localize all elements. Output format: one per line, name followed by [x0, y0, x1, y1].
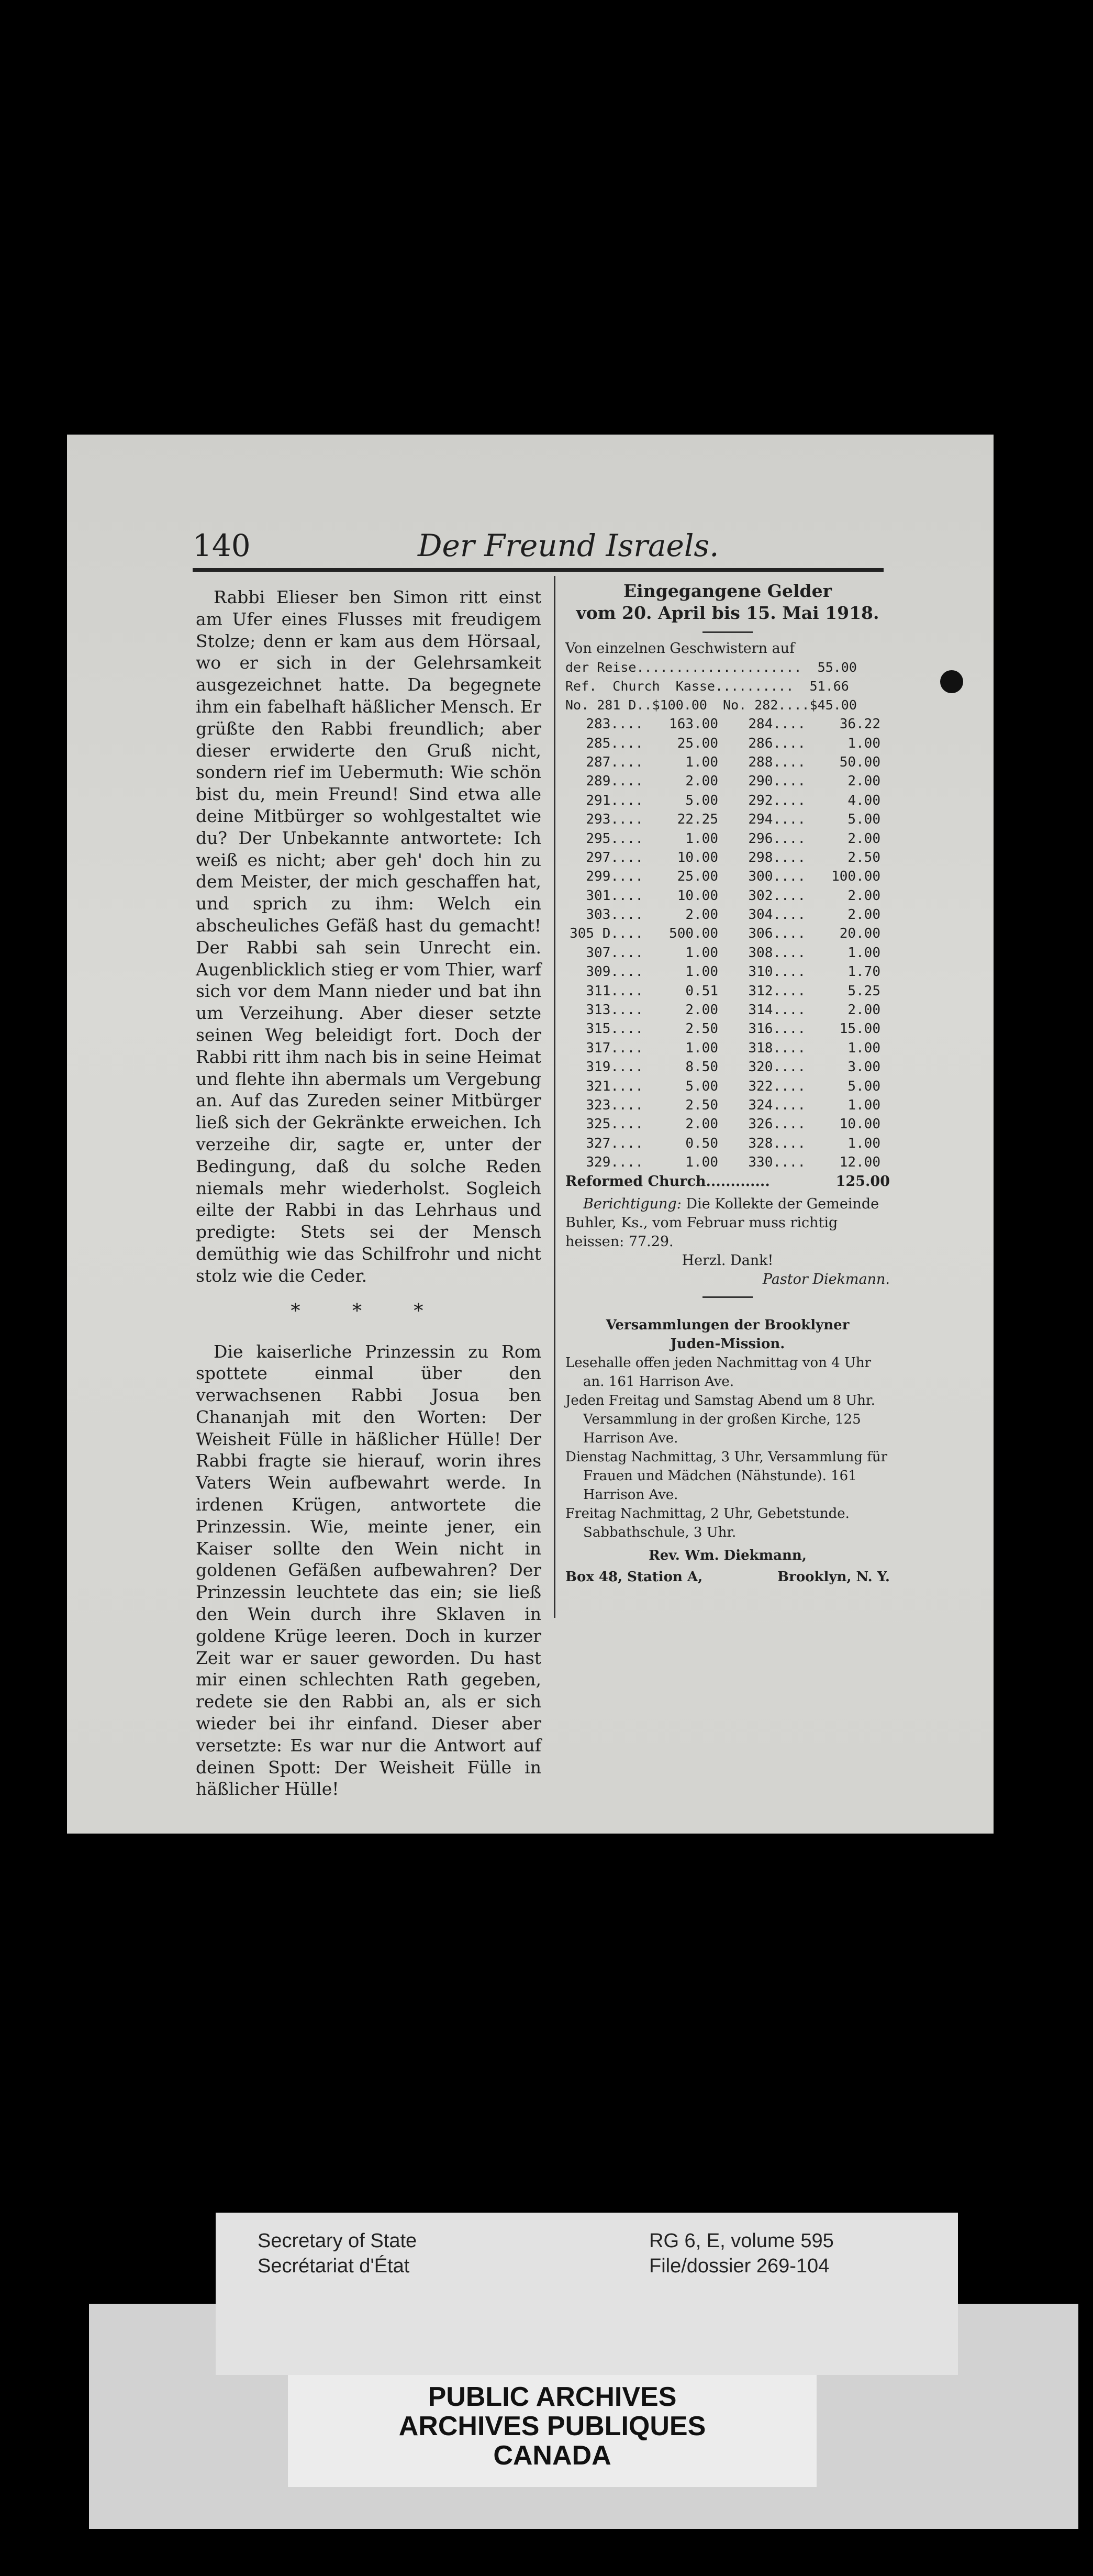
payment-number-left: 325	[586, 1116, 611, 1132]
payment-leader-right: ....	[773, 869, 806, 885]
payments-body	[565, 715, 890, 1172]
payment-leader-left: ....	[610, 773, 643, 790]
payment-row	[565, 829, 890, 848]
payment-number-right: 294	[748, 812, 773, 828]
reformed-church-amount: 125.00	[835, 1173, 890, 1190]
donations-title-line2: vom 20. April bis 15. Mai 1918.	[576, 603, 879, 623]
payment-leader-left: ....	[610, 1135, 643, 1151]
payment-number-right: 306	[748, 926, 773, 942]
payment-number-right: 320	[748, 1059, 773, 1075]
payment-row	[565, 1019, 890, 1038]
payment-amount-left: 1.00	[685, 1154, 718, 1171]
right-column	[565, 580, 890, 1587]
payment-leader-right: ....	[773, 1116, 806, 1132]
intro-line1: Von einzelnen Geschwistern auf	[565, 640, 795, 657]
department-fr: Secrétariat d'État	[258, 2255, 410, 2277]
payment-number-left: 321	[586, 1078, 611, 1094]
payment-leader-left: ....	[610, 735, 643, 751]
payment-leader-left: ....	[610, 754, 643, 770]
payment-amount-left: 2.50	[685, 1097, 718, 1113]
section-separator: * * *	[291, 1300, 447, 1322]
payment-number-right: 312	[748, 983, 773, 999]
payment-amount-right: 50.00	[839, 754, 880, 770]
payment-amount-right: 2.00	[847, 907, 880, 923]
payment-row	[565, 791, 890, 810]
payment-number-right: 286	[748, 735, 773, 751]
department-names	[258, 2228, 417, 2279]
payment-amount-left: 1.00	[685, 945, 718, 961]
reformed-church-row	[565, 1172, 890, 1192]
payment-number-right: 330	[748, 1154, 773, 1171]
payment-row	[565, 886, 890, 905]
payment-row	[565, 715, 890, 734]
payment-leader-right: ....	[773, 773, 806, 790]
payment-number-right: 314	[748, 1002, 773, 1018]
payment-leader-right: ....	[773, 1154, 806, 1171]
payment-leader-right: ....	[773, 792, 806, 808]
payment-amount-left: 2.00	[685, 1116, 718, 1132]
payment-number-right: 284	[748, 716, 773, 732]
payment-amount-left: 10.00	[677, 849, 718, 865]
payment-number-right: 310	[748, 964, 773, 980]
payment-amount-left: 5.00	[685, 1078, 718, 1094]
payment-row	[565, 981, 890, 1000]
story-imperial-princess: Die kaiserliche Prinzessin zu Rom spottete einmal über den verwachsenen Rabbi Josua ben Chananjah mit den Worten: Der Weisheit Fülle in häßlicher Hülle! Der Rabbi fragte sie hierauf, worin ihres Vaters Wein aufbewahrt werde. In irdenen Krügen, antwortete die Prinzessin. Wie, meinte jener, ein Kaiser sollte den Wein nicht in goldenen Gefäßen aufbewahren? Der Prinzessin leuchtete das ein; sie ließ den Wein durch ihre Sklaven in goldene Krüge leeren. Doch in kurzer Zeit war er sauer geworden. Du hast mir einen schlechten Rath gegeben, redete sie den Rabbi an, als er sich wieder bei ihr einfand. Dieser aber versetzte: Es war nur die Antwort auf deinen Spott: Der Weisheit Fülle in häßlicher Hülle!	[196, 1341, 541, 1800]
payment-leader-right: ....	[773, 735, 806, 751]
payment-amount-right: 1.00	[847, 1135, 880, 1151]
payment-amount-left: 8.50	[685, 1059, 718, 1075]
payment-amount-right: 1.00	[847, 945, 880, 961]
payment-leader-left: ....	[610, 964, 643, 980]
payment-number-left: 289	[586, 773, 611, 790]
payment-amount-left: 1.00	[685, 1040, 718, 1056]
payment-number-right: 298	[748, 849, 773, 865]
payment-number-right: 292	[748, 792, 773, 808]
payment-amount-right: 1.00	[847, 1040, 880, 1056]
payment-amount-left: 2.50	[685, 1021, 718, 1037]
payment-amount-right: 20.00	[839, 926, 880, 942]
section-rule	[702, 1296, 753, 1298]
payment-amount-left: 22.25	[677, 812, 718, 828]
payment-row	[565, 1153, 890, 1172]
payment-leader-left: ....	[610, 812, 643, 828]
no-281-line: No. 281 D..$100.00 No. 282....$45.00	[565, 697, 857, 713]
payment-amount-right: 2.00	[847, 773, 880, 790]
rev-name: Rev. Wm. Diekmann,	[649, 1548, 807, 1564]
payment-leader-right: ....	[773, 1002, 806, 1018]
payment-number-right: 300	[748, 869, 773, 885]
payment-number-left: 319	[586, 1059, 611, 1075]
payment-leader-left: ....	[610, 907, 643, 923]
payment-amount-left: 25.00	[677, 869, 718, 885]
archives-line2: ARCHIVES PUBLIQUES	[398, 2411, 706, 2441]
payment-amount-right: 2.00	[847, 887, 880, 904]
payment-amount-left: 0.51	[685, 983, 718, 999]
payment-amount-right: 4.00	[847, 792, 880, 808]
payment-amount-right: 10.00	[839, 1116, 880, 1132]
payment-amount-right: 2.00	[847, 830, 880, 847]
payment-leader-left: ....	[610, 1154, 643, 1171]
payment-number-left: 297	[586, 849, 611, 865]
payment-number-left: 327	[586, 1135, 611, 1151]
header-rule	[193, 568, 884, 572]
payment-row	[565, 1096, 890, 1115]
payment-amount-right: 5.25	[847, 983, 880, 999]
payment-number-right: 316	[748, 1021, 773, 1037]
payment-leader-left: ....	[610, 1097, 643, 1113]
payment-leader-left: ....	[610, 926, 643, 942]
meeting-item: Freitag Nachmittag, 2 Uhr, Gebetstunde. Sabbathschule, 3 Uhr.	[565, 1506, 850, 1541]
record-group-volume: RG 6, E, volume 595	[649, 2230, 834, 2252]
payment-leader-right: ....	[773, 907, 806, 923]
payment-leader-left: ....	[610, 1078, 643, 1094]
payment-leader-left: ....	[610, 1002, 643, 1018]
payment-number-left: 313	[586, 1002, 611, 1018]
payment-amount-right: 5.00	[847, 812, 880, 828]
payment-number-left: 299	[586, 869, 611, 885]
payment-row	[565, 848, 890, 867]
payment-number-right: 318	[748, 1040, 773, 1056]
correction-note	[565, 1195, 890, 1251]
payment-number-left: 311	[586, 983, 611, 999]
payment-number-right: 328	[748, 1135, 773, 1151]
meetings-title	[565, 1316, 890, 1353]
payment-amount-left: 2.00	[685, 773, 718, 790]
ref-church-line: Ref. Church Kasse.......... 51.66	[565, 679, 849, 694]
payment-leader-right: ....	[773, 964, 806, 980]
document-page	[67, 435, 994, 1834]
payment-amount-right: 1.00	[847, 1097, 880, 1113]
meetings-title-line2: Juden-Mission.	[670, 1336, 785, 1352]
meeting-item: Lesehalle offen jeden Nachmittag von 4 Uhr an. 161 Harrison Ave.	[565, 1355, 871, 1390]
payment-amount-left: 163.00	[669, 716, 718, 732]
po-box: Box 48, Station A,	[565, 1569, 703, 1585]
payment-leader-right: ....	[773, 983, 806, 999]
punch-hole	[940, 670, 963, 693]
payment-row	[565, 1001, 890, 1019]
meetings-section	[565, 1316, 890, 1587]
address-row	[565, 1567, 890, 1587]
file-reference	[649, 2228, 834, 2279]
payment-leader-right: ....	[773, 887, 806, 904]
donations-title-line1: Eingegangene Gelder	[623, 581, 832, 601]
archives-line3: CANADA	[493, 2440, 611, 2471]
payment-leader-right: ....	[773, 1078, 806, 1094]
archive-reference-label	[216, 2213, 958, 2375]
payment-leader-left: ....	[610, 983, 643, 999]
payment-number-left: 315	[586, 1021, 611, 1037]
payments-table	[565, 715, 890, 1172]
payment-amount-left: 500.00	[669, 926, 718, 942]
page-number: 140	[193, 528, 251, 563]
payment-number-right: 324	[748, 1097, 773, 1113]
payment-number-right: 322	[748, 1078, 773, 1094]
payment-number-left: 283	[586, 716, 611, 732]
payment-leader-right: ....	[773, 1040, 806, 1056]
payment-amount-left: 25.00	[677, 735, 718, 751]
correction-label: Berichtigung:	[583, 1196, 682, 1213]
payment-number-right: 302	[748, 887, 773, 904]
payment-amount-right: 12.00	[839, 1154, 880, 1171]
payment-row	[565, 1076, 890, 1095]
payment-row	[565, 1115, 890, 1134]
payment-row	[565, 810, 890, 829]
payment-row	[565, 772, 890, 791]
story-rabbi-elieser: Rabbi Elieser ben Simon ritt einst am Ufer eines Flusses mit freudigem Stolze; denn er kam aus dem Hörsaal, wo er sich in der Gelehrsamkeit ausgezeichnet hatte. Da begegnete ihm ein fabelhaft häßlicher Mensch. Er grüßte den Rabbi freundlich; aber dieser erwiderte den Gruß nicht, sondern rief im Uebermuth: Wie schön bist du, mein Freund! Sind etwa alle deine Mitbürger so wohlgestaltet wie du? Der Unbekannte antwortete: Ich weiß es nicht; aber geh' doch hin zu dem Meister, der mich geschaffen hat, und sprich zu ihm: Welch ein abscheuliches Gefäß hast du gemacht! Der Rabbi sah sein Unrecht ein. Augenblicklich stieg er vom Thier, warf sich vor dem Mann nieder und bat ihn um Verzeihung. Aber dieser setzte seinen Weg beleidigt fort. Doch der Rabbi ritt ihm nach bis in seine Heimat und flehte ihn abermals um Vergebung an. Auf das Zureden seiner Mitbürger ließ sich der Gekränkte erweichen. Ich verzeihe dir, sagte er, unter der Bedingung, daß du solche Reden niemals mehr wiederholst. Sogleich eilte der Rabbi in das Lehrhaus und predigte: Stets sei der Mensch demüthig wie das Schilfrohr und nicht stolz wie die Ceder.	[196, 587, 541, 1286]
payment-amount-left: 2.00	[685, 907, 718, 923]
payment-amount-right: 1.00	[847, 735, 880, 751]
payment-amount-left: 1.00	[685, 964, 718, 980]
payment-number-left: 287	[586, 754, 611, 770]
payment-amount-left: 5.00	[685, 792, 718, 808]
payment-row	[565, 962, 890, 981]
payment-number-left: 323	[586, 1097, 611, 1113]
payment-leader-left: ....	[610, 716, 643, 732]
donations-title	[565, 580, 890, 624]
payment-leader-left: ....	[610, 792, 643, 808]
payment-row	[565, 753, 890, 772]
payment-row	[565, 1039, 890, 1058]
payment-number-left: 309	[586, 964, 611, 980]
payment-leader-left: ....	[610, 1021, 643, 1037]
department-en: Secretary of State	[258, 2230, 417, 2252]
payment-number-left: 329	[586, 1154, 611, 1171]
payment-row	[565, 1058, 890, 1076]
payment-leader-right: ....	[773, 945, 806, 961]
payment-number-right: 304	[748, 907, 773, 923]
meeting-item: Dienstag Nachmittag, 3 Uhr, Versammlung für Frauen und Mädchen (Nähstunde). 161 Harrison Ave.	[565, 1449, 888, 1503]
payment-number-left: 301	[586, 887, 611, 904]
payment-number-left: 293	[586, 812, 611, 828]
payment-amount-left: 10.00	[677, 887, 718, 904]
intro-line2: der Reise..................... 55.00	[565, 660, 857, 675]
payment-row	[565, 1134, 890, 1153]
payment-leader-right: ....	[773, 1021, 806, 1037]
city: Brooklyn, N. Y.	[777, 1569, 890, 1585]
meeting-item: Jeden Freitag und Samstag Abend um 8 Uhr. Versammlung in der großen Kirche, 125 Harrison Ave.	[565, 1393, 875, 1447]
payment-leader-left: ....	[610, 887, 643, 904]
payment-row	[565, 905, 890, 924]
payment-number-left: 307	[586, 945, 611, 961]
payment-number-right: 290	[748, 773, 773, 790]
payment-number-left: 285	[586, 735, 611, 751]
file-number: File/dossier 269-104	[649, 2255, 830, 2277]
payment-amount-right: 1.70	[847, 964, 880, 980]
payment-leader-right: ....	[773, 830, 806, 847]
payment-amount-left: 1.00	[685, 754, 718, 770]
payment-leader-right: ....	[773, 1135, 806, 1151]
payment-number-left: 317	[586, 1040, 611, 1056]
payment-amount-right: 15.00	[839, 1021, 880, 1037]
payment-amount-right: 100.00	[831, 869, 880, 885]
left-column	[196, 586, 541, 1800]
payment-amount-right: 2.50	[847, 849, 880, 865]
payment-amount-left: 2.00	[685, 1002, 718, 1018]
payment-number-left: 291	[586, 792, 611, 808]
payment-leader-left: ....	[610, 849, 643, 865]
payment-number-right: 288	[748, 754, 773, 770]
correction-text: Die Kollekte der Gemeinde Buhler, Ks., vom Februar muss richtig heissen: 77.29.	[565, 1196, 879, 1250]
payment-leader-right: ....	[773, 812, 806, 828]
payment-row	[565, 734, 890, 752]
payment-number-right: 296	[748, 830, 773, 847]
payment-number-right: 326	[748, 1116, 773, 1132]
payment-number-left: 305 D	[570, 926, 611, 942]
thanks: Herzl. Dank!	[682, 1252, 774, 1269]
payment-row	[565, 924, 890, 943]
payment-amount-right: 3.00	[847, 1059, 880, 1075]
payment-row	[565, 867, 890, 886]
meetings-title-line1: Versammlungen der Brooklyner	[606, 1317, 850, 1334]
payment-leader-left: ....	[610, 945, 643, 961]
payment-leader-left: ....	[610, 869, 643, 885]
page-title: Der Freund Israels.	[418, 528, 719, 563]
payment-leader-left: ....	[610, 1059, 643, 1075]
payment-number-left: 295	[586, 830, 611, 847]
payment-amount-right: 5.00	[847, 1078, 880, 1094]
payment-leader-right: ....	[773, 716, 806, 732]
column-divider	[554, 576, 555, 1618]
meetings-list	[565, 1353, 890, 1542]
payment-leader-right: ....	[773, 1059, 806, 1075]
payment-leader-left: ....	[610, 830, 643, 847]
payment-leader-left: ....	[610, 1040, 643, 1056]
payment-amount-left: 0.50	[685, 1135, 718, 1151]
payment-leader-right: ....	[773, 1097, 806, 1113]
archives-stamp	[288, 2375, 817, 2487]
archives-line1: PUBLIC ARCHIVES	[428, 2382, 677, 2412]
payment-leader-right: ....	[773, 754, 806, 770]
pastor-signature: Pastor Diekmann.	[762, 1271, 890, 1288]
payment-leader-right: ....	[773, 849, 806, 865]
payment-leader-left: ....	[610, 1116, 643, 1132]
payment-amount-right: 36.22	[839, 716, 880, 732]
payment-amount-right: 2.00	[847, 1002, 880, 1018]
payment-leader-right: ....	[773, 926, 806, 942]
reformed-church-label: Reformed Church.............	[565, 1173, 770, 1190]
title-rule	[702, 631, 753, 633]
payment-row	[565, 943, 890, 962]
payment-number-left: 303	[586, 907, 611, 923]
payment-amount-left: 1.00	[685, 830, 718, 847]
payment-number-right: 308	[748, 945, 773, 961]
